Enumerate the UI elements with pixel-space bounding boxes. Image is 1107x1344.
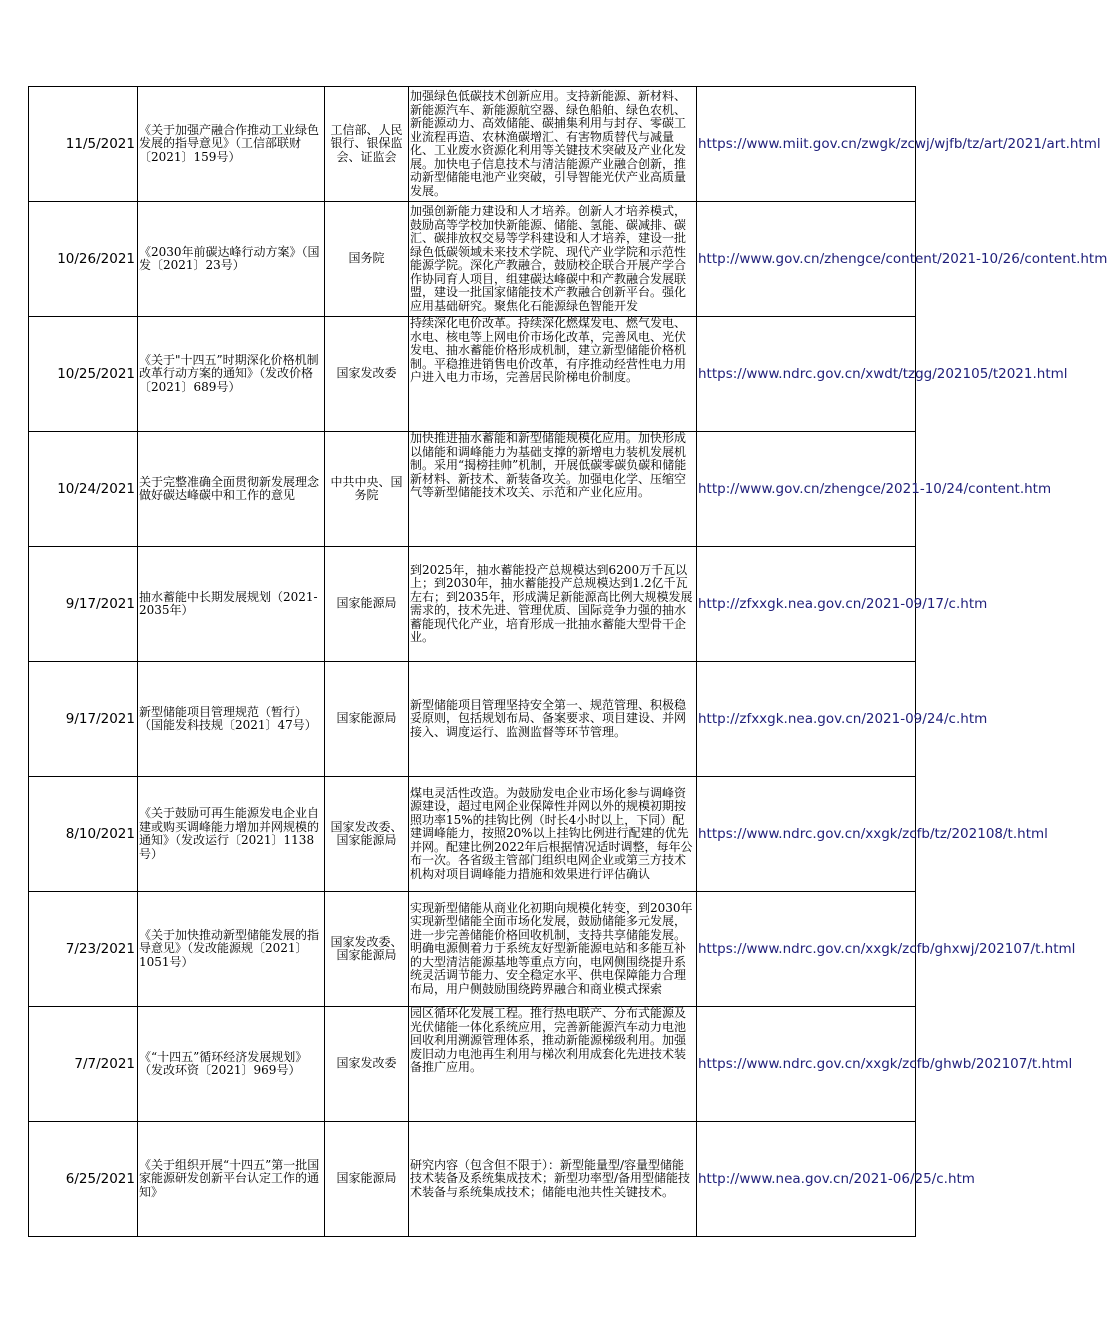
issuing-department: 国家发改委、国家能源局 xyxy=(330,819,403,847)
department-cell xyxy=(325,777,409,892)
summary-cell xyxy=(409,777,697,892)
source-link[interactable]: http://zfxxgk.nea.gov.cn/2021-09/17/c.htm xyxy=(698,596,988,612)
date-cell xyxy=(29,202,138,317)
policy-title: 抽水蓄能中长期发展规划（2021-2035年） xyxy=(139,589,318,617)
issuing-department: 国家能源局 xyxy=(336,596,397,611)
department-cell xyxy=(325,662,409,777)
url-cell[interactable] xyxy=(697,547,988,662)
policy-summary: 煤电灵活性改造。为鼓励发电企业市场化参与调峰资源建设，超过电网企业保障性并网以外的规模初期按照功率15%的挂钩比例（时长4小时以上，下同）配建调峰能力，按照20%以上挂钩比例进行配建的优先并网。配建比例2022年后根据情况适时调整，每年公布一次。各省级主管部门组织电网企业或第三方技术机构对项目调峰能力措施和效果进行评估确认 xyxy=(410,785,693,881)
title-cell xyxy=(138,317,325,432)
table-row xyxy=(29,1122,916,1237)
issuing-department: 中共中央、国务院 xyxy=(330,474,403,502)
date-cell xyxy=(29,662,138,777)
title-cell xyxy=(138,87,325,202)
title-cell xyxy=(138,432,325,547)
title-cell xyxy=(138,1122,325,1237)
department-cell xyxy=(325,1007,409,1122)
date-cell xyxy=(29,547,138,662)
policy-summary: 加快推进抽水蓄能和新型储能规模化应用。加快形成以储能和调峰能力为基础支撑的新增电力装机发展机制。采用“揭榜挂帅”机制，开展低碳零碳负碳和储能新材料、新技术、新装备攻关。加强电化学、压缩空气等新型储能技术攻关、示范和产业化应用。 xyxy=(410,431,687,499)
source-link[interactable]: https://www.miit.gov.cn/zwgk/zcwj/wjfb/tz/art/2021/art.html xyxy=(698,136,1101,152)
url-cell[interactable] xyxy=(697,432,1052,547)
source-link[interactable]: http://www.nea.gov.cn/2021-06/25/c.htm xyxy=(698,1171,975,1187)
department-cell xyxy=(325,547,409,662)
department-cell xyxy=(325,432,409,547)
release-date: 9/17/2021 xyxy=(65,711,135,727)
policy-summary: 园区循环化发展工程。推行热电联产、分布式能源及光伏储能一体化系统应用，完善新能源汽车动力电池回收利用溯源管理体系，推动新能源梯级利用。加强废旧动力电池再生利用与梯次利用成套化先进技术装备推广应用。 xyxy=(410,1006,687,1074)
title-cell xyxy=(138,892,325,1007)
department-cell xyxy=(325,317,409,432)
summary-cell xyxy=(409,202,697,317)
date-cell xyxy=(29,87,138,202)
policy-summary: 加强绿色低碳技术创新应用。支持新能源、新材料、新能源汽车、新能源航空器、绿色船舶、绿色农机、新能源动力、高效储能、碳捕集利用与封存、零碳工业流程再造、农林渔碳增汇、有害物质替代与减量化、工业废水资源化利用等关键技术突破及产业化发展。加快电子信息技术与清洁能源产业融合创新，推动新型储能电池产业突破，引导智能光伏产业高质量发展。 xyxy=(410,89,687,198)
policy-title: 《关于鼓励可再生能源发电企业自建或购买调峰能力增加并网规模的通知》（发改运行〔2021〕1138号） xyxy=(139,806,320,861)
release-date: 10/24/2021 xyxy=(57,481,135,497)
url-cell[interactable] xyxy=(697,202,1107,317)
title-cell xyxy=(138,1007,325,1122)
policy-summary: 实现新型储能从商业化初期向规模化转变，到2030年实现新型储能全面市场化发展，鼓励储能多元发展，进一步完善储能价格回收机制，支持共享储能发展。明确电源侧着力于系统友好型新能源电站和多能互补的大型清洁能源基地等重点方向，电网侧围绕提升系统灵活调节能力、安全稳定水平、供电保障能力合理布局，用户侧鼓励围绕跨界融合和商业模式探索 xyxy=(410,900,693,996)
summary-cell xyxy=(409,547,697,662)
date-cell xyxy=(29,1122,138,1237)
table-row xyxy=(29,547,916,662)
policy-title: 《关于加强产融合作推动工业绿色发展的指导意见》（工信部联财〔2021〕159号） xyxy=(139,122,320,164)
issuing-department: 国务院 xyxy=(348,251,385,266)
source-link[interactable]: http://www.gov.cn/zhengce/content/2021-10/26/content.htm xyxy=(698,251,1107,267)
policy-title: 新型储能项目管理规范（暂行）（国能发科技规〔2021〕47号） xyxy=(139,704,317,732)
policy-title: 关于完整准确全面贯彻新发展理念做好碳达峰碳中和工作的意见 xyxy=(139,474,320,502)
url-cell[interactable] xyxy=(697,317,1068,432)
summary-cell xyxy=(409,892,697,1007)
release-date: 6/25/2021 xyxy=(65,1171,135,1187)
release-date: 11/5/2021 xyxy=(65,136,135,152)
date-cell xyxy=(29,892,138,1007)
table-row xyxy=(29,432,916,547)
policy-title: 《关于"十四五”时期深化价格机制改革行动方案的通知》（发改价格〔2021〕689号） xyxy=(139,352,319,394)
department-cell xyxy=(325,892,409,1007)
summary-cell xyxy=(409,1007,697,1122)
table-row xyxy=(29,87,916,202)
source-link[interactable]: https://www.ndrc.gov.cn/xxgk/zcfb/ghxwj/202107/t.html xyxy=(698,941,1076,957)
url-cell[interactable] xyxy=(697,87,1101,202)
summary-cell xyxy=(409,87,697,202)
date-cell xyxy=(29,777,138,892)
url-cell[interactable] xyxy=(697,1122,975,1237)
date-cell xyxy=(29,1007,138,1122)
policy-table xyxy=(28,86,1107,1237)
department-cell xyxy=(325,1122,409,1237)
department-cell xyxy=(325,202,409,317)
url-cell[interactable] xyxy=(697,777,1048,892)
release-date: 10/25/2021 xyxy=(57,366,135,382)
policy-title: 《关于加快推动新型储能发展的指导意见》（发改能源规〔2021〕1051号） xyxy=(139,927,320,969)
date-cell xyxy=(29,432,138,547)
table-row xyxy=(29,1007,916,1122)
summary-cell xyxy=(409,1122,697,1237)
summary-cell xyxy=(409,432,697,547)
source-link[interactable]: http://www.gov.cn/zhengce/2021-10/24/content.htm xyxy=(698,481,1052,497)
release-date: 7/23/2021 xyxy=(65,941,135,957)
policy-title: 《“十四五”循环经济发展规划》（发改环资〔2021〕969号） xyxy=(139,1049,308,1077)
issuing-department: 国家能源局 xyxy=(336,1171,397,1186)
policy-summary: 持续深化电价改革。持续深化燃煤发电、燃气发电、水电、核电等上网电价市场化改革，完善风电、光伏发电、抽水蓄能价格形成机制，建立新型储能价格机制。平稳推进销售电价改革，有序推动经营性电力用户进入电力市场，完善居民阶梯电价制度。 xyxy=(410,316,687,384)
source-link[interactable]: https://www.ndrc.gov.cn/xxgk/zcfb/tz/202108/t.html xyxy=(698,826,1048,842)
source-link[interactable]: https://www.ndrc.gov.cn/xxgk/zcfb/ghwb/202107/t.html xyxy=(698,1056,1073,1072)
issuing-department: 国家能源局 xyxy=(336,711,397,726)
title-cell xyxy=(138,547,325,662)
issuing-department: 工信部、人民银行、银保监会、证监会 xyxy=(330,122,403,164)
policy-title: 《2030年前碳达峰行动方案》（国发〔2021〕23号） xyxy=(139,244,320,272)
release-date: 9/17/2021 xyxy=(65,596,135,612)
policy-summary: 研究内容（包含但不限于）：新型能量型/容量型储能技术装备及系统集成技术；新型功率型/备用型储能技术装备与系统集成技术；储能电池共性关键技术。 xyxy=(410,1157,691,1199)
release-date: 8/10/2021 xyxy=(65,826,135,842)
title-cell xyxy=(138,777,325,892)
policy-summary: 新型储能项目管理坚持安全第一、规范管理、积极稳妥原则，包括规划布局、备案要求、项目建设、并网接入、调度运行、监测监督等环节管理。 xyxy=(410,697,687,739)
table-row xyxy=(29,662,916,777)
table-row xyxy=(29,777,916,892)
policy-summary: 加强创新能力建设和人才培养。创新人才培养模式，鼓励高等学校加快新能源、储能、氢能、碳减排、碳汇、碳排放权交易等学科建设和人才培养，建设一批绿色低碳领域未来技术学院、现代产业学院和示范性能源学院。深化产教融合，鼓励校企联合开展产学合作协同育人项目，组建碳达峰碳中和产教融合发展联盟，建设一批国家储能技术产教融合创新平台。强化应用基础研究。聚焦化石能源绿色智能开发 xyxy=(410,204,687,313)
source-link[interactable]: https://www.ndrc.gov.cn/xwdt/tzgg/202105/t2021.html xyxy=(698,366,1068,382)
url-cell[interactable] xyxy=(697,1007,1073,1122)
table-row xyxy=(29,317,916,432)
title-cell xyxy=(138,662,325,777)
policy-title: 《关于组织开展“十四五”第一批国家能源研发创新平台认定工作的通知》 xyxy=(139,1157,320,1199)
url-cell[interactable] xyxy=(697,662,988,777)
issuing-department: 国家发改委 xyxy=(336,1056,397,1071)
release-date: 7/7/2021 xyxy=(74,1056,135,1072)
release-date: 10/26/2021 xyxy=(57,251,135,267)
issuing-department: 国家发改委 xyxy=(336,366,397,381)
title-cell xyxy=(138,202,325,317)
summary-cell xyxy=(409,317,697,432)
source-link[interactable]: http://zfxxgk.nea.gov.cn/2021-09/24/c.htm xyxy=(698,711,988,727)
date-cell xyxy=(29,317,138,432)
table-row xyxy=(29,202,916,317)
table-row xyxy=(29,892,916,1007)
url-cell[interactable] xyxy=(697,892,1076,1007)
issuing-department: 国家发改委、国家能源局 xyxy=(330,934,403,962)
policy-summary: 到2025年，抽水蓄能投产总规模达到6200万千瓦以上；到2030年，抽水蓄能投产总规模达到1.2亿千瓦左右；到2035年，形成满足新能源高比例大规模发展需求的，技术先进、管理优质、国际竞争力强的抽水蓄能现代化产业，培育形成一批抽水蓄能大型骨干企业。 xyxy=(410,562,693,644)
department-cell xyxy=(325,87,409,202)
summary-cell xyxy=(409,662,697,777)
